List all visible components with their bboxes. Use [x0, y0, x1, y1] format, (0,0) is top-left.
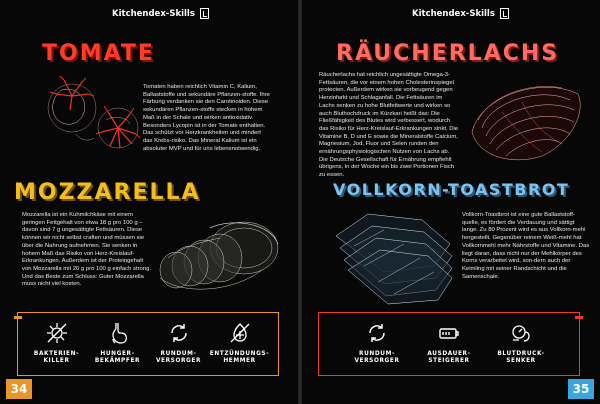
benefit-item	[210, 321, 270, 365]
page-header	[112, 8, 209, 19]
benefits-box	[318, 312, 580, 376]
battery-icon	[437, 321, 461, 345]
brand-label: Kitchendex-Skills	[412, 8, 495, 19]
refresh-icon	[167, 321, 191, 345]
tomato-illustration	[36, 76, 142, 160]
section-title-raeucherlachs: RÄUCHERLACHS	[336, 41, 560, 66]
brand-label: Kitchendex-Skills	[112, 8, 195, 19]
page-number: 34	[6, 379, 32, 399]
section-title-mozzarella: MOZZARELLA	[14, 180, 201, 205]
stomach-icon	[106, 321, 130, 345]
benefit-icons	[18, 321, 278, 365]
benefit-item	[347, 321, 407, 365]
anti-inflammation-icon	[228, 321, 252, 345]
benefit-item	[88, 321, 148, 365]
benefit-item	[491, 321, 551, 365]
benefit-item	[27, 321, 87, 365]
benefit-label: BLUTDRUCK- SENKER	[497, 351, 545, 364]
left-page	[0, 0, 298, 404]
brand-logo-icon	[500, 8, 509, 19]
benefit-label: AUSDAUER- STEIGERER	[427, 351, 471, 364]
toast-illustration	[324, 206, 462, 306]
benefit-label: HUNGER- BEKÄMPFER	[94, 351, 141, 364]
benefit-label: BAKTERIEN- KILLER	[33, 351, 80, 364]
benefit-label: RUNDUM- VERSORGER	[155, 351, 202, 364]
salmon-illustration	[462, 72, 594, 170]
section-title-tomate: TOMATE	[42, 41, 155, 66]
brand-logo-icon	[200, 8, 209, 19]
bacteria-icon	[45, 321, 69, 345]
benefit-item	[419, 321, 479, 365]
tomate-description: Tomaten haben reichlich Vitamin C, Kalium, Ballaststoffe und sekundäre Pflanzen-stoffe. Ihre Färbung verdanken sie den Carotinoiden. Diese sekundären Pflanzen-stoffe stecken in hohem Maß in der Schale und wirken antioxidativ. Besonders Lycopin ist in der Tomate enthalten. Das schützt vor Herzkrankheiten und mindert das Krebs-risiko. Das Mineral Kalium ist ein absoluter MVP und für uns lebensnotwendig.	[143, 84, 270, 152]
raeucherlachs-description: Räucherlachs hat reichlich ungesättigte Omega-3-Fettsäuren, die vor einem hohen Cholesterinspiegel protecten. Außerdem wirken sie vorbeugend gegen Herzinfarkt und Schlaganfall. Die Fettsäuren im Lachs senken zu hohe Blutfettwerte und wirken so auch Bluthochdruck im Kürzkari heißt das: Die Fließfähigkeit des Blutes wird verbessert, wodurch das Risiko für Herz-Kreislauf-Erkrankungen sinkt. Die Vitamine B, D und E sowie die Mineralstoffe Calcium, Magnesium, Jod, Fluor und Selen runden den ernährungsphysiologischen Nutzen von Lachs ab. Die Deutsche Gesellschaft für Ernährung empfiehlt übrigens, in der Woche ein bis zwei Portionen Fisch zu essen.	[319, 72, 459, 179]
right-page	[302, 0, 600, 404]
blood-pressure-icon	[509, 321, 533, 345]
benefit-label: RUNDUM- VERSORGER	[354, 351, 400, 364]
page-header	[412, 8, 509, 19]
benefit-label: ENTZÜNDUNGS- HEMMER	[209, 351, 270, 364]
benefit-item	[149, 321, 209, 365]
vollkorn-toastbrot-description: Vollkorn-Toastbrot ist eine gute Ballaststoff-quelle, es fördert die Verdauung und sättigt lange. Zu 80 Prozent wird es aus Vollkorn-mehl hergestellt. Gegenüber reinem Weiß-mehl hat Vollkornmehl mehr Nährstoffe und Vitamine. Das liegt daran, dass nicht nur der Mehlkörper des Korns verarbeitet wird, son-dern auch der Keimling mit seiner Randschicht und die Samenschale.	[462, 212, 590, 280]
benefits-box	[17, 312, 279, 376]
mozzarella-illustration	[150, 208, 290, 300]
section-title-vollkorn-toastbrot: VOLLKORN-TOASTBROT	[333, 180, 570, 199]
benefit-icons	[319, 321, 579, 365]
page-number: 35	[568, 379, 594, 399]
mozzarella-description: Mozzarella ist ein Kuhmilchkäse mit einem geringen Fettgehalt von etwa 18 g pro 100 g – davon sind 7 g ungesättigte Fettsäuren. Diese können wir nicht selbst craften und müssen sie über die Nahrung aufnehmen. Sie senken in hohem Maß das Risiko von Herz-Kreislauf-Erkrankungen. Außerdem ist der Proteingehalt von Mozzarella mit 20 g pro 100 g einfach strong. Und das Beste zum Schluss: Guter Mozzarella muss nicht viel kosten.	[22, 212, 152, 288]
refresh-icon	[365, 321, 389, 345]
